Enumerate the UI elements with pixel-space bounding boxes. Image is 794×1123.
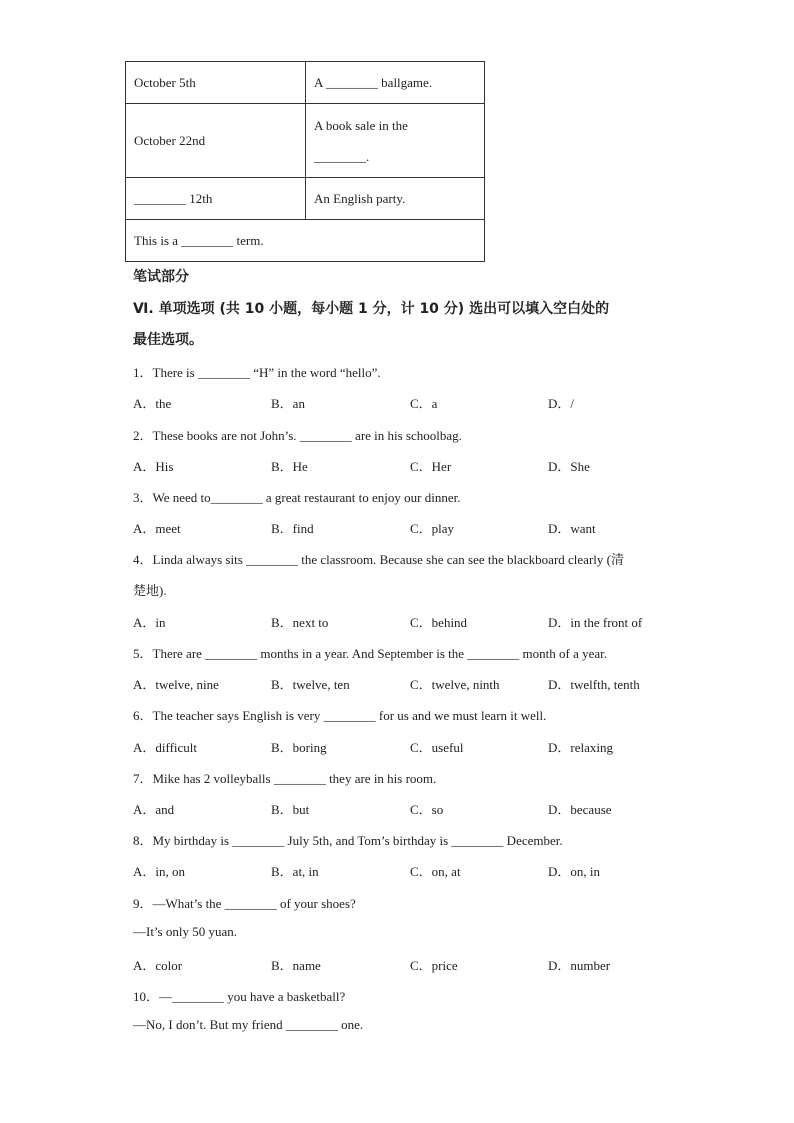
option-c: C．behind — [410, 615, 468, 630]
option-a: A．meet — [133, 521, 181, 536]
option-b: B．twelve, ten — [271, 677, 350, 692]
option-d: D．in the front of — [548, 615, 643, 630]
events-table — [125, 61, 485, 262]
question-stem-continued: —It’s only 50 yuan. — [133, 924, 237, 939]
table-cell-date: October 5th — [126, 62, 306, 104]
option-d: D．She — [548, 459, 590, 474]
option-d: D．/ — [548, 396, 575, 411]
option-c: C．a — [410, 396, 438, 411]
option-c: C．useful — [410, 740, 464, 755]
question-stem: 3．We need to________ a great restaurant to enjoy our dinner. — [133, 490, 461, 505]
table-row — [126, 220, 485, 262]
table-cell-date: ________ 12th — [126, 178, 306, 220]
option-c: C．twelve, ninth — [410, 677, 500, 692]
option-b: B．boring — [271, 740, 327, 755]
question-stem: 10．—________ you have a basketball? — [133, 989, 346, 1004]
question-stem: 2．These books are not John’s. ________ are in his schoolbag. — [133, 428, 462, 443]
option-a: A．in — [133, 615, 166, 630]
section-title: 笔试部分 — [133, 269, 189, 285]
table-cell-event — [306, 104, 485, 178]
question-stem: 5．There are ________ months in a year. And September is the ________ month of a year. — [133, 646, 608, 661]
option-b: B．He — [271, 459, 308, 474]
option-a: A．twelve, nine — [133, 677, 219, 692]
table-cell-event-line: ________. — [314, 148, 370, 164]
option-b: B．at, in — [271, 864, 319, 879]
option-a: A．color — [133, 958, 183, 973]
option-b: B．but — [271, 802, 310, 817]
option-d: D．on, in — [548, 864, 601, 879]
option-b: B．next to — [271, 615, 329, 630]
option-d: D．number — [548, 958, 611, 973]
option-a: A．difficult — [133, 740, 198, 755]
option-c: C．on, at — [410, 864, 461, 879]
table-cell-event-line: A book sale in the — [314, 117, 408, 133]
option-a: A．the — [133, 396, 172, 411]
question-stem: 8．My birthday is ________ July 5th, and Tom’s birthday is ________ December. — [133, 833, 563, 848]
option-a: A．in, on — [133, 864, 186, 879]
part-heading-continued: 最佳选项。 — [133, 332, 203, 348]
option-c: C．play — [410, 521, 455, 536]
option-a: A．and — [133, 802, 175, 817]
question-stem: 1．There is ________ “H” in the word “hello”. — [133, 365, 381, 380]
table-row — [126, 178, 485, 220]
option-c: C．price — [410, 958, 458, 973]
table-footer-cell: This is a ________ term. — [126, 220, 485, 262]
option-a: A．His — [133, 459, 174, 474]
table-cell-date: October 22nd — [126, 104, 306, 178]
option-d: D．because — [548, 802, 612, 817]
question-stem: 9．—What’s the ________ of your shoes? — [133, 896, 356, 911]
option-d: D．relaxing — [548, 740, 613, 755]
question-stem-continued: —No, I don’t. But my friend ________ one. — [133, 1017, 364, 1032]
option-c: C．so — [410, 802, 444, 817]
question-stem: 4．Linda always sits ________ the classroom. Because she can see the blackboard clearly (清 — [133, 552, 624, 567]
option-b: B．name — [271, 958, 321, 973]
question-stem-continued: 楚地). — [133, 583, 167, 598]
table-cell-event: An English party. — [306, 178, 485, 220]
option-b: B．an — [271, 396, 305, 411]
table-row — [126, 62, 485, 104]
option-d: D．twelfth, tenth — [548, 677, 640, 692]
option-d: D．want — [548, 521, 596, 536]
question-stem: 6．The teacher says English is very ________ for us and we must learn it well. — [133, 708, 547, 723]
option-b: B．find — [271, 521, 314, 536]
table-row — [126, 104, 485, 178]
option-c: C．Her — [410, 459, 452, 474]
table-cell-event: A ________ ballgame. — [306, 62, 485, 104]
part-heading: Ⅵ. 单项选项 (共 10 小题，每小题 1 分，计 10 分) 选出可以填入空白处的 — [133, 301, 610, 317]
question-stem: 7．Mike has 2 volleyballs ________ they are in his room. — [133, 771, 437, 786]
